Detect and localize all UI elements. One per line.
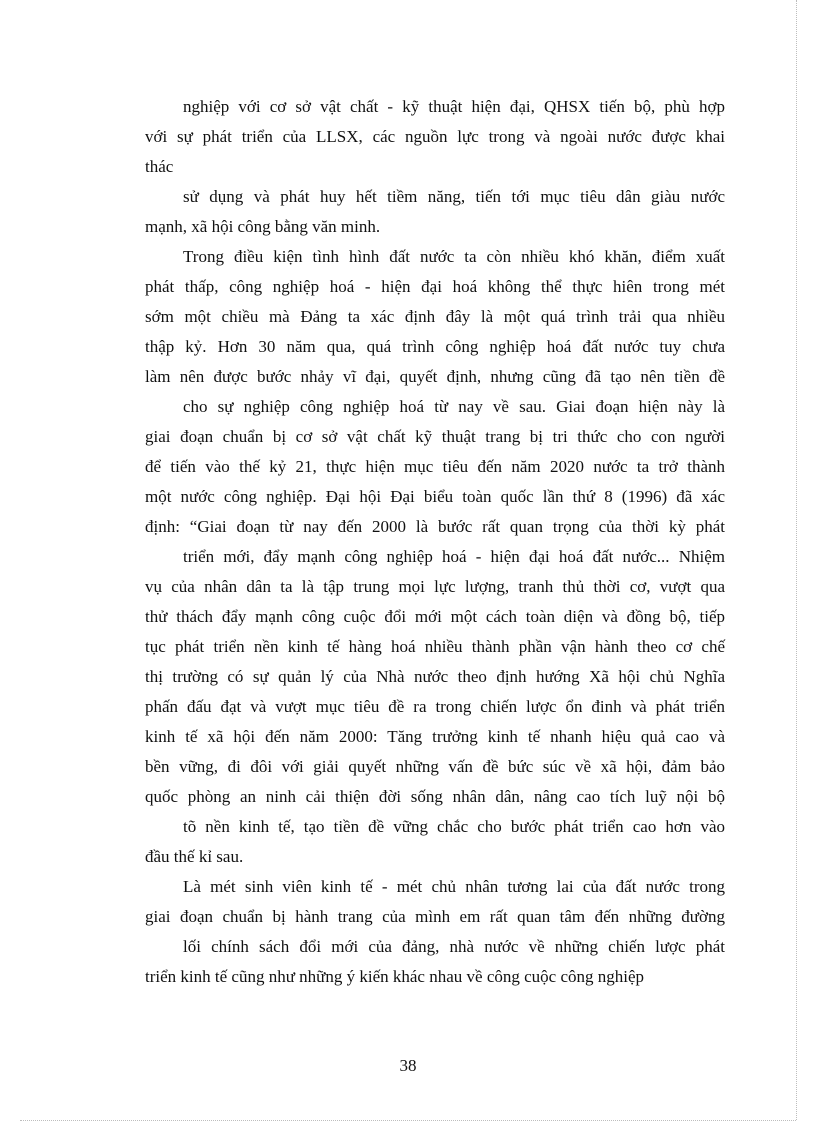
text-line: một nước công nghiệp. Đại hội Đại biểu toàn quốc lần thứ 8 (1996) đã xác — [145, 487, 725, 506]
text-line: sử dụng và phát huy hết tiềm năng, tiến tới mục tiêu dân giàu nước — [183, 187, 725, 206]
text-line: tục phát triển nền kinh tế hàng hoá nhiều thành phần vận hành theo cơ chế — [145, 637, 725, 656]
text-line: bền vững, đi đôi với giải quyết những vấn đề bức súc về xã hội, đảm bảo — [145, 757, 725, 776]
page-border-bottom — [20, 1120, 796, 1121]
text-line: cho sự nghiệp công nghiệp hoá từ nay về sau. Giai đoạn hiện này là — [183, 397, 725, 416]
page-border-right — [796, 0, 797, 1120]
text-line: thử thách đẩy mạnh công cuộc đổi mới một cách toàn diện và đồng bộ, tiếp — [145, 607, 725, 626]
body-text — [145, 92, 725, 992]
text-line: kinh tế xã hội đến năm 2000: Tăng trưởng kinh tế nhanh hiệu quả cao và — [145, 727, 725, 746]
text-line: đầu thế kỉ sau. — [145, 847, 244, 866]
text-line: phấn đấu đạt và vượt mục tiêu đề ra trong chiến lược ổn đinh và phát triển — [145, 697, 725, 716]
text-line: định: “Giai đoạn từ nay đến 2000 là bước rất quan trọng của thời kỳ phát — [145, 517, 725, 536]
text-line: sớm một chiều mà Đảng ta xác định đây là một quá trình trải qua nhiều — [145, 307, 725, 326]
text-line: thị trường có sự quản lý của Nhà nước theo định hướng Xã hội chủ Nghĩa — [145, 667, 725, 686]
text-line: phát thấp, công nghiệp hoá - hiện đại hoá không thể thực hiên trong mét — [145, 277, 725, 296]
text-line: tõ nền kinh tế, tạo tiền đề vững chắc cho bước phát triển cao hơn vào — [183, 817, 725, 836]
text-line: thập kỷ. Hơn 30 năm qua, quá trình công nghiệp hoá đất nước tuy chưa — [145, 337, 725, 356]
text-line: triển mới, đẩy mạnh công nghiệp hoá - hiện đại hoá đất nước... Nhiệm — [183, 547, 725, 566]
text-line: nghiệp với cơ sở vật chất - kỹ thuật hiện đại, QHSX tiến bộ, phù hợp — [183, 97, 725, 116]
page-number: 38 — [399, 1056, 417, 1075]
text-line: giai đoạn chuẩn bị hành trang của mình em rất quan tâm đến những đường — [145, 907, 725, 926]
text-line: Trong điều kiện tình hình đất nước ta còn nhiều khó khăn, điểm xuất — [183, 247, 725, 266]
text-line: với sự phát triển của LLSX, các nguồn lực trong và ngoài nước được khai — [145, 127, 725, 146]
text-line: thác — [145, 157, 174, 176]
text-line: quốc phòng an ninh cải thiện đời sống nhân dân, nâng cao tích luỹ nội bộ — [145, 787, 725, 806]
text-line: mạnh, xã hội công bằng văn minh. — [145, 217, 381, 236]
text-line: triển kinh tế cũng như những ý kiến khác nhau về công cuộc công nghiệp — [145, 967, 645, 986]
text-line: lối chính sách đổi mới của đảng, nhà nước về những chiến lược phát — [183, 937, 725, 956]
text-line: vụ của nhân dân ta là tập trung mọi lực lượng, tranh thủ thời cơ, vượt qua — [145, 577, 725, 596]
text-line: Là mét sinh viên kinh tế - mét chủ nhân tương lai của đất nước trong — [183, 877, 725, 896]
text-line: làm nên được bước nhảy vĩ đại, quyết định, nhưng cũng đã tạo nên tiền đề — [145, 367, 725, 386]
text-line: để tiến vào thế kỷ 21, thực hiện mục tiêu đến năm 2020 nước ta trở thành — [145, 457, 725, 476]
text-line: giai đoạn chuẩn bị cơ sở vật chất kỹ thuật trang bị tri thức cho con người — [145, 427, 725, 446]
